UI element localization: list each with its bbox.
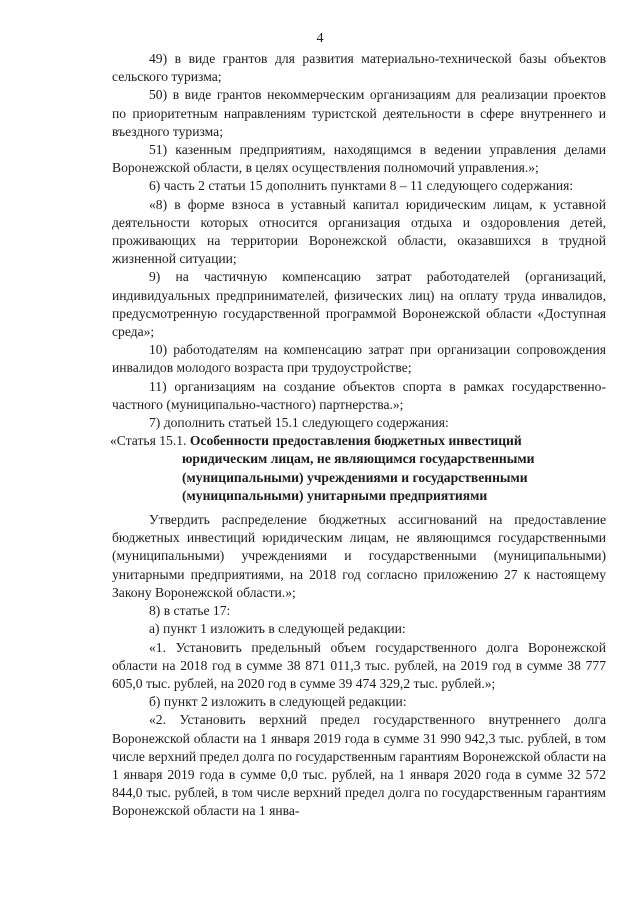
- article-title: Особенности предоставления бюджетных инвестиций юридическим лицам, не являющимся государственными (муниципальными) учреждениями и государственными (муниципальными) унитарными предприятиями: [182, 433, 535, 503]
- paragraph-51: 51) казенным предприятиям, находящимся в ведении управления делами Воронежской области, в целях осуществления полномочий управления.»;: [112, 142, 606, 176]
- paragraph-amend-7: 7) дополнить статьей 15.1 следующего содержания:: [149, 415, 449, 431]
- paragraph-item-10: 10) работодателям на компенсацию затрат при организации сопровождения инвалидов молодого возраста при трудоустройстве;: [112, 342, 606, 376]
- paragraph-point-1: «1. Установить предельный объем государственного долга Воронежской области на 2018 год в сумме 38 871 011,3 тыс. рублей, на 2019 год в сумме 38 777 605,0 тыс. рублей, на 2020 год в сумме 39 474 329,2 тыс. рублей.»;: [112, 639, 606, 691]
- paragraph-point-2: «2. Установить верхний предел государственного внутреннего долга Воронежской области на 1 января 2019 года в сумме 31 990 942,3 тыс. рублей, в том числе верхний предел долга по государственным гарантиям Воронежской области на 1 января 2019 года в сумме 0,0 тыс. рублей, на 1 января 2020 года в сумме 32 572 844,0 тыс. рублей, в том числе верхний предел долга по государственным гарантиям Воронежской области на 1 янва-: [112, 712, 607, 819]
- paragraph-subitem-b: б) пункт 2 изложить в следующей редакции:: [149, 694, 407, 710]
- page-number: 4: [316, 31, 324, 46]
- article-heading: [112, 432, 606, 505]
- paragraph-amend-8: 8) в статье 17:: [149, 603, 231, 619]
- paragraph-subitem-a: а) пункт 1 изложить в следующей редакции:: [149, 621, 406, 637]
- paragraph-50: 50) в виде грантов некоммерческим организациям для реализации проектов по приоритетным направлениям туристской деятельности в сфере внутреннего и въездного туризма;: [112, 87, 606, 139]
- paragraph-approve: Утвердить распределение бюджетных ассигнований на предоставление бюджетных инвестиций юридическим лицам, не являющимся государственными (муниципальными) учреждениями и государственными (муниципальными) унитарными предприятиями, на 2018 год согласно приложению 27 к настоящему Закону Воронежской области.»;: [112, 512, 606, 600]
- paragraph-item-9: 9) на частичную компенсацию затрат работодателей (организаций, индивидуальных предпринимателей, физических лиц) на оплату труда инвалидов, предусмотренную государственной программой Воронежской области «Доступная среда»;: [112, 269, 606, 340]
- paragraph-item-11: 11) организациям на создание объектов спорта в рамках государственно-частного (муниципально-частного) партнерства.»;: [112, 378, 606, 412]
- document-body: [112, 50, 606, 821]
- article-prefix: «Статья 15.1.: [110, 433, 190, 449]
- paragraph-49: 49) в виде грантов для развития материально-технической базы объектов сельского туризма;: [112, 51, 606, 85]
- paragraph-amend-6: 6) часть 2 статьи 15 дополнить пунктами 8 – 11 следующего содержания:: [149, 178, 574, 194]
- paragraph-item-8: «8) в форме взноса в уставный капитал юридическим лицам, к уставной деятельности которых относится организация отдыха и оздоровления детей, проживающих на территории Воронежской области, оказавшихся в трудной жизненной ситуации;: [112, 196, 606, 267]
